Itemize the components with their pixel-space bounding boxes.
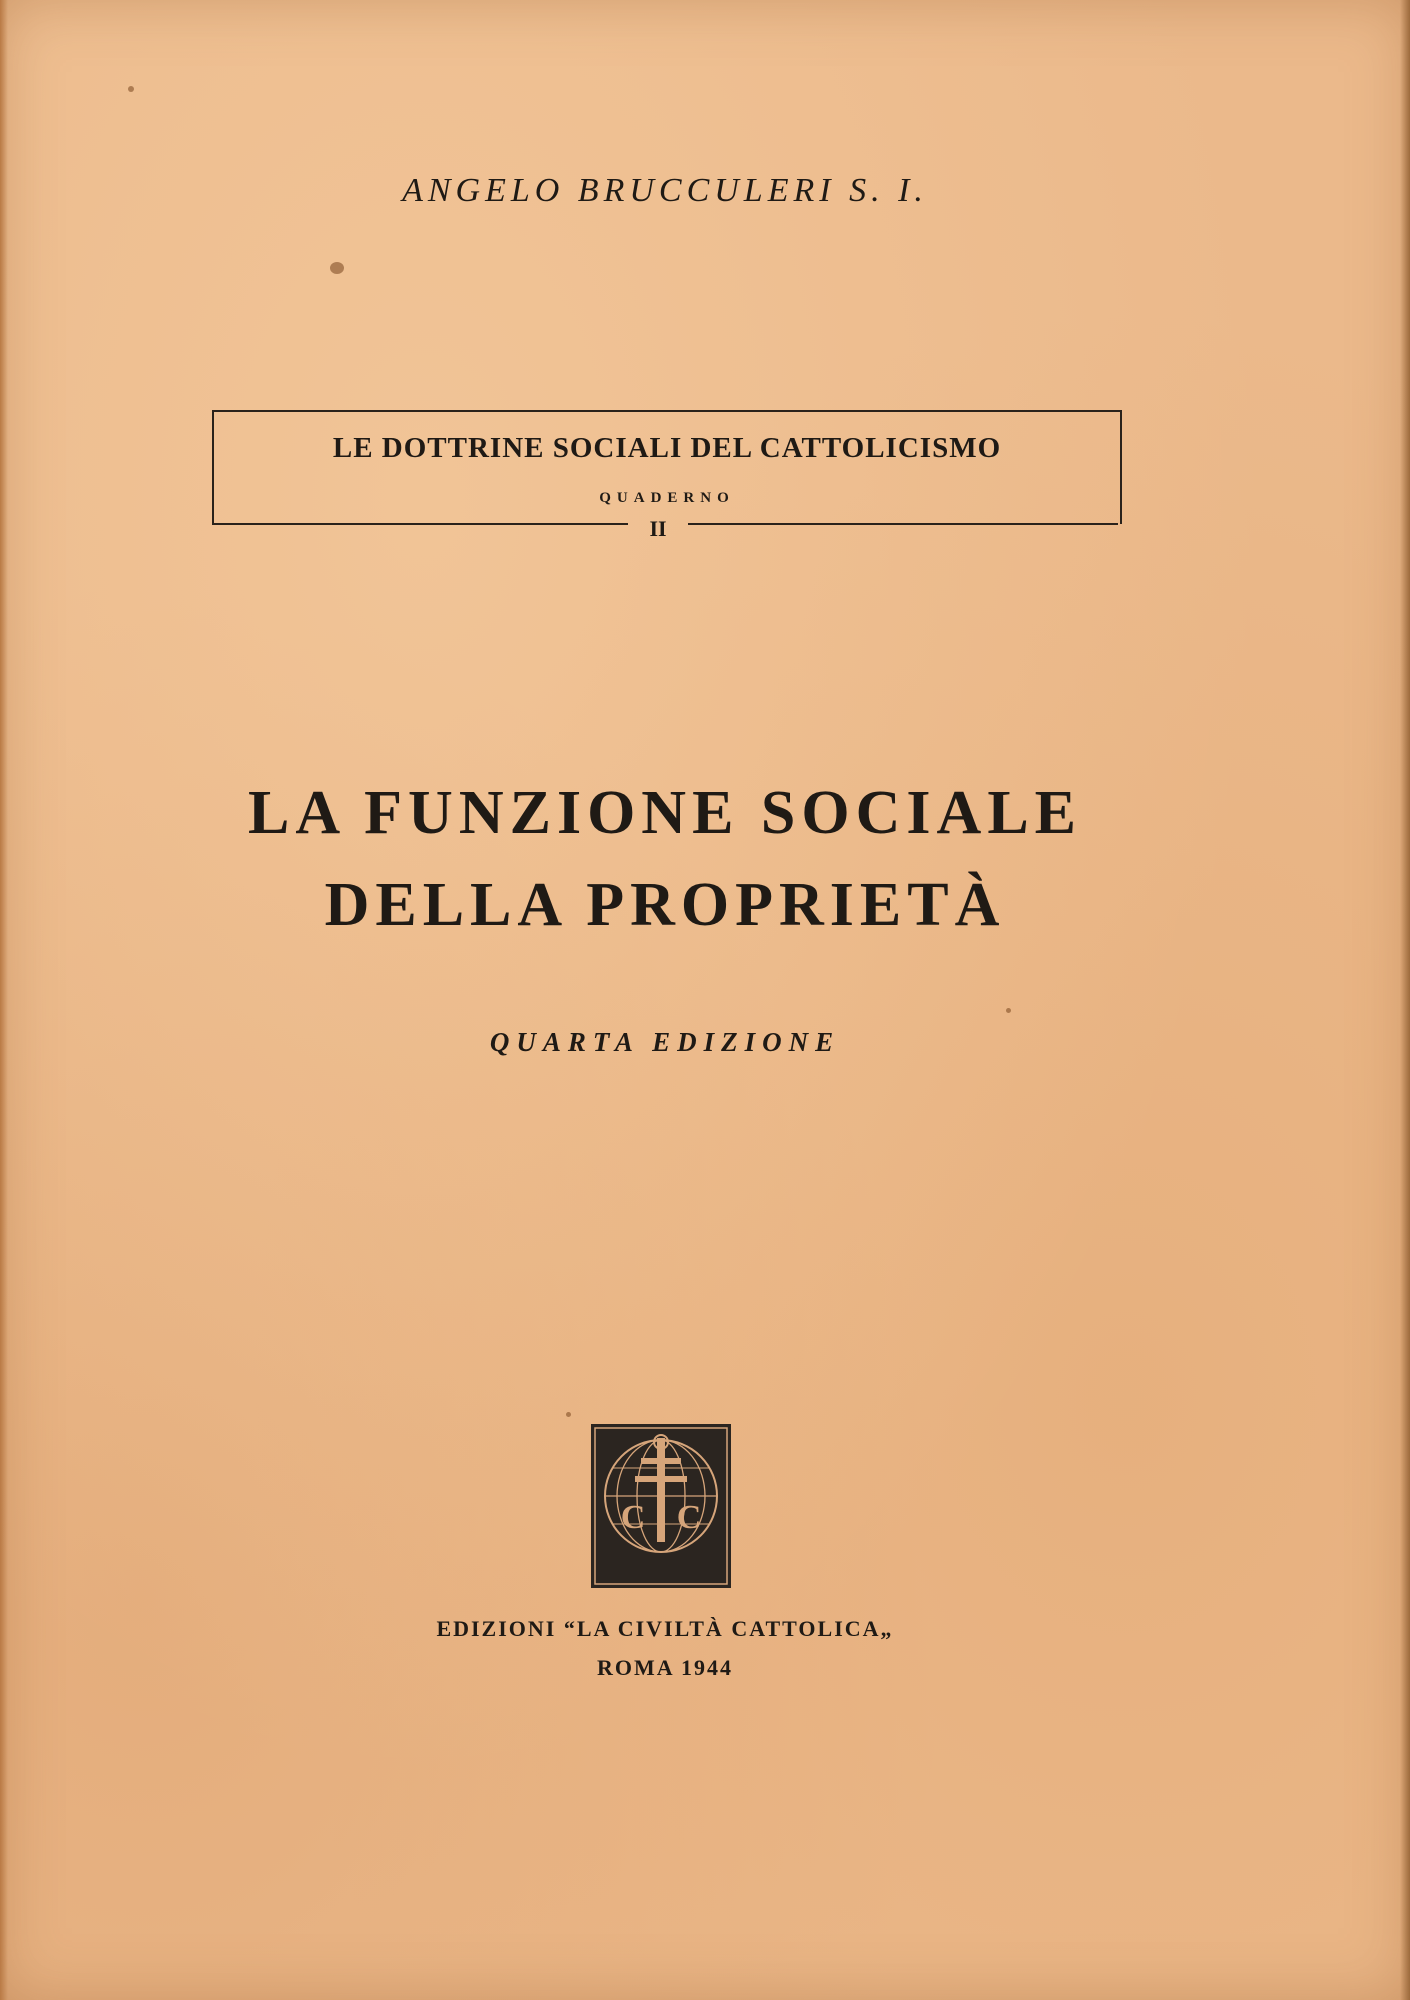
foxing-spot bbox=[1006, 1008, 1011, 1013]
frame-bottom-rule-right bbox=[688, 523, 1118, 525]
svg-text:C: C bbox=[620, 1499, 646, 1536]
foxing-spot bbox=[566, 1412, 571, 1417]
edition-label: QUARTA EDIZIONE bbox=[489, 1027, 841, 1057]
publisher-name: EDIZIONI “LA CIVILTÀ CATTOLICA„ bbox=[436, 1616, 894, 1641]
frame-bottom-rule-left bbox=[212, 523, 628, 525]
author-name: ANGELO BRUCCULERI S. I. bbox=[402, 172, 928, 209]
series-frame bbox=[212, 410, 1122, 524]
foxing-spot bbox=[330, 262, 344, 274]
quaderno-label: QUADERNO bbox=[599, 490, 735, 506]
book-title-line-2: DELLA PROPRIETÀ bbox=[324, 871, 1006, 939]
cover-right-edge bbox=[1400, 0, 1410, 2000]
publication-place-year: ROMA 1944 bbox=[597, 1655, 733, 1680]
book-title-line-1: LA FUNZIONE SOCIALE bbox=[247, 779, 1083, 847]
series-title: LE DOTTRINE SOCIALI DEL CATTOLICISMO bbox=[332, 432, 1002, 464]
svg-text:C: C bbox=[676, 1499, 702, 1536]
civilta-cattolica-seal-icon bbox=[591, 1424, 731, 1588]
quaderno-number: II bbox=[649, 516, 667, 541]
cover-left-edge bbox=[0, 0, 8, 2000]
foxing-spot bbox=[128, 86, 134, 92]
